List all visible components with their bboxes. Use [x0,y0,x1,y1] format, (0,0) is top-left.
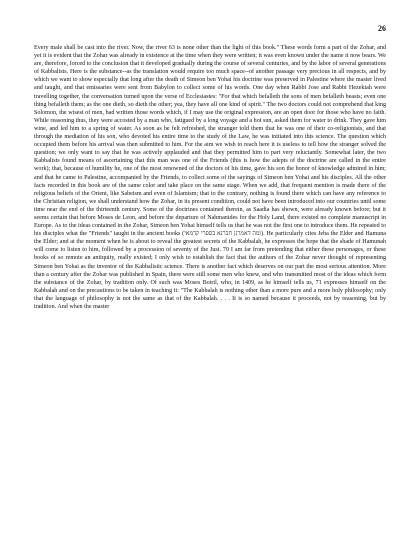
body-paragraph: Every male shall be cast into the river. Now, the river 63 is none other than the light of this book." These words form a part of the Zohar, and yet it is evident that the Zohar was already in existence at the time when they were written; it was even known under the name it now bears. We are, therefore, forced to the conclusion that it developed gradually during the course of several centuries, and by the labor of several generations of Kabbalists. Here is the substance--as the translation would require too much space--of another passage very precious in all respects, and by which we want to show especially that long after the death of Simeon ben Yohai his doctrine was preserved in Palestine where the master lived and taught, and that emissaries were sent from Babylon to collect some of his words. One day when Rabbi Jose and Rabbi Hezekiah were travelling together, the conversation turned upon the verse of Ecclesiastes: "For that which befalleth the sons of men befalleth beasts; even one thing befalleth them; as the one dieth, so dieth the other; yea, they have all one kind of spirit." The two doctors could not comprehend that king Solomon, the wisest of men, had written those words which, if I may use the original expression, are an open door for those who have no faith. While reasoning thus, they were accosted by a man who, fatigued by a long voyage and a hot sun, asked them for water to drink. They gave him wine, and led him to a spring of water. As soon as he felt refreshed, the stranger told them that he was one of their co-religionists, and that through the mediation of his son, who devoted his entire time to the study of the Law, he was initiated into this science. The question which occupied them before his arrival was then submitted to him. For the aim we wish to reach here it is useless to tell how the stranger solved the question; we only want to say that he was actively applauded and that they permitted him to part very reluctantly. Somewhat later, the two Kabbalists found means of ascertaining that this man was one of the Friends (this is how the adepts of the doctrine are called in the entire work); that, because of humility he, one of the most renowned of the doctors of his time, gave his son the honor of knowledge admired in him; and that he came to Palestine, accompanied by the Friends, to collect some of the sayings of Simeon ben Yohai and his disciples. All the other facts recorded in this book are of the same color and take place on the same stage. When we add, that frequent mention is made there of the religious beliefs of the Orient, like Sabeism and even of Islamism; that to the contrary, nothing is found there which can have any reference to the Christian religion, we shall understand how the Zohar, in its present condition, could not have been introduced into our countries until some time near the end of the thirteenth century. Some of the doctrines contained therein, as Saadia has shown, were already known before; but it seems certain that before Moses de Leon, and before the departure of Nahmanides for the Holy Land, there existed no complete manuscript in Europe. As to the ideas contained in the Zohar, Simeon ben Yohai himself tells us that he was not the first one to introduce them. He repeated to his disciples what the "Friends" taught in the ancient books (ומה דאמרנן חברנא בספרי קדמאי). He particularly cites Jeba the Elder and Hamuna the Elder; and at the moment when he is about to reveal the greatest secrets of the Kabbalah, he expresses the hope that the shade of Hamunah will come to listen to him, followed by a procession of seventy of the Just. 70 I am far from pretending that either these personages, or these books of so remote an antiquity, really existed; I only wish to establish the fact that the authors of the Zohar never thought of representing Simeon ben Yohai as the inventor of the Kabbalistic science. There is another fact which deserves on our part the most serious attention. More than a century after the Zohar was published in Spain, there were still some men who knew, and who transmitted most of the ideas which form the substance of the Zohar, by tradition only. Of such was Moses Botril, who, in 1409, as he himself tells us, 71 expresses himself on the Kabbalah and on the precautions to be taken in teaching it: "The Kabbalah is nothing other than a more pure and a more holy philosophy; only that the language of philosophy is not the same as that of the Kabbalah. . . . It is so named because it proceeds, not by reasoning, but by tradition. And when the master [34,45,386,310]
body-text [34,44,386,311]
page-number: 26 [378,24,386,33]
